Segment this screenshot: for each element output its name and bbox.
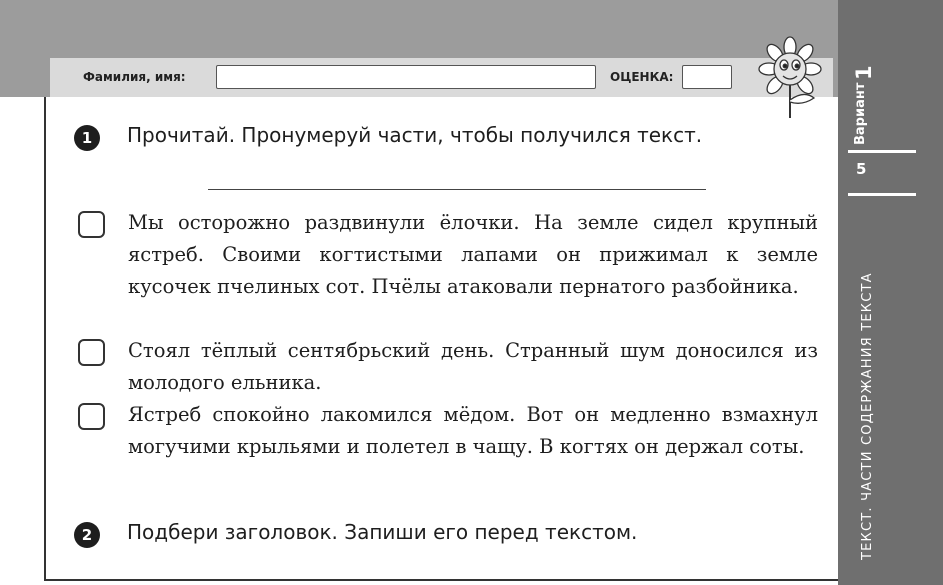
topic-title: ТЕКСТ. ЧАСТИ СОДЕРЖАНИЯ ТЕКСТА bbox=[860, 272, 875, 560]
text-part: Стоял тёплый сентябрьский день. Странный шум доносился из молодого ельника. bbox=[128, 339, 818, 394]
task-instruction: Подбери заголовок. Запиши его перед текстом. bbox=[127, 520, 638, 544]
sidebar-divider bbox=[848, 193, 916, 196]
sunflower-mascot-icon bbox=[752, 34, 838, 120]
order-checkbox[interactable] bbox=[78, 211, 105, 238]
name-field[interactable] bbox=[216, 65, 596, 89]
task-number-badge: 1 bbox=[74, 125, 100, 151]
student-header bbox=[50, 58, 833, 98]
text-part: Мы осторожно раздвинули ёлочки. На земле сидел крупный ястреб. Своими когтистыми лапами он прижимал к земле кусочек пчелиных сот. Пчёлы атаковали пернатого разбойника. bbox=[128, 211, 818, 298]
name-label: Фамилия, имя: bbox=[83, 70, 186, 84]
grade-label: ОЦЕНКА: bbox=[610, 70, 674, 84]
order-checkbox[interactable] bbox=[78, 339, 105, 366]
page-number: 5 bbox=[856, 160, 867, 178]
task-number-badge: 2 bbox=[74, 522, 100, 548]
grade-field[interactable] bbox=[682, 65, 732, 89]
task-instruction: Прочитай. Пронумеруй части, чтобы получился текст. bbox=[127, 123, 703, 147]
variant-label: Вариант bbox=[853, 82, 868, 145]
order-checkbox[interactable] bbox=[78, 403, 105, 430]
sidebar-divider bbox=[848, 150, 916, 153]
title-answer-line[interactable] bbox=[208, 189, 706, 190]
variant-number: 1 bbox=[852, 65, 876, 80]
text-part: Ястреб спокойно лакомился мёдом. Вот он медленно взмахнул могучими крыльями и полетел в чащу. В когтях он держал соты. bbox=[128, 403, 818, 458]
